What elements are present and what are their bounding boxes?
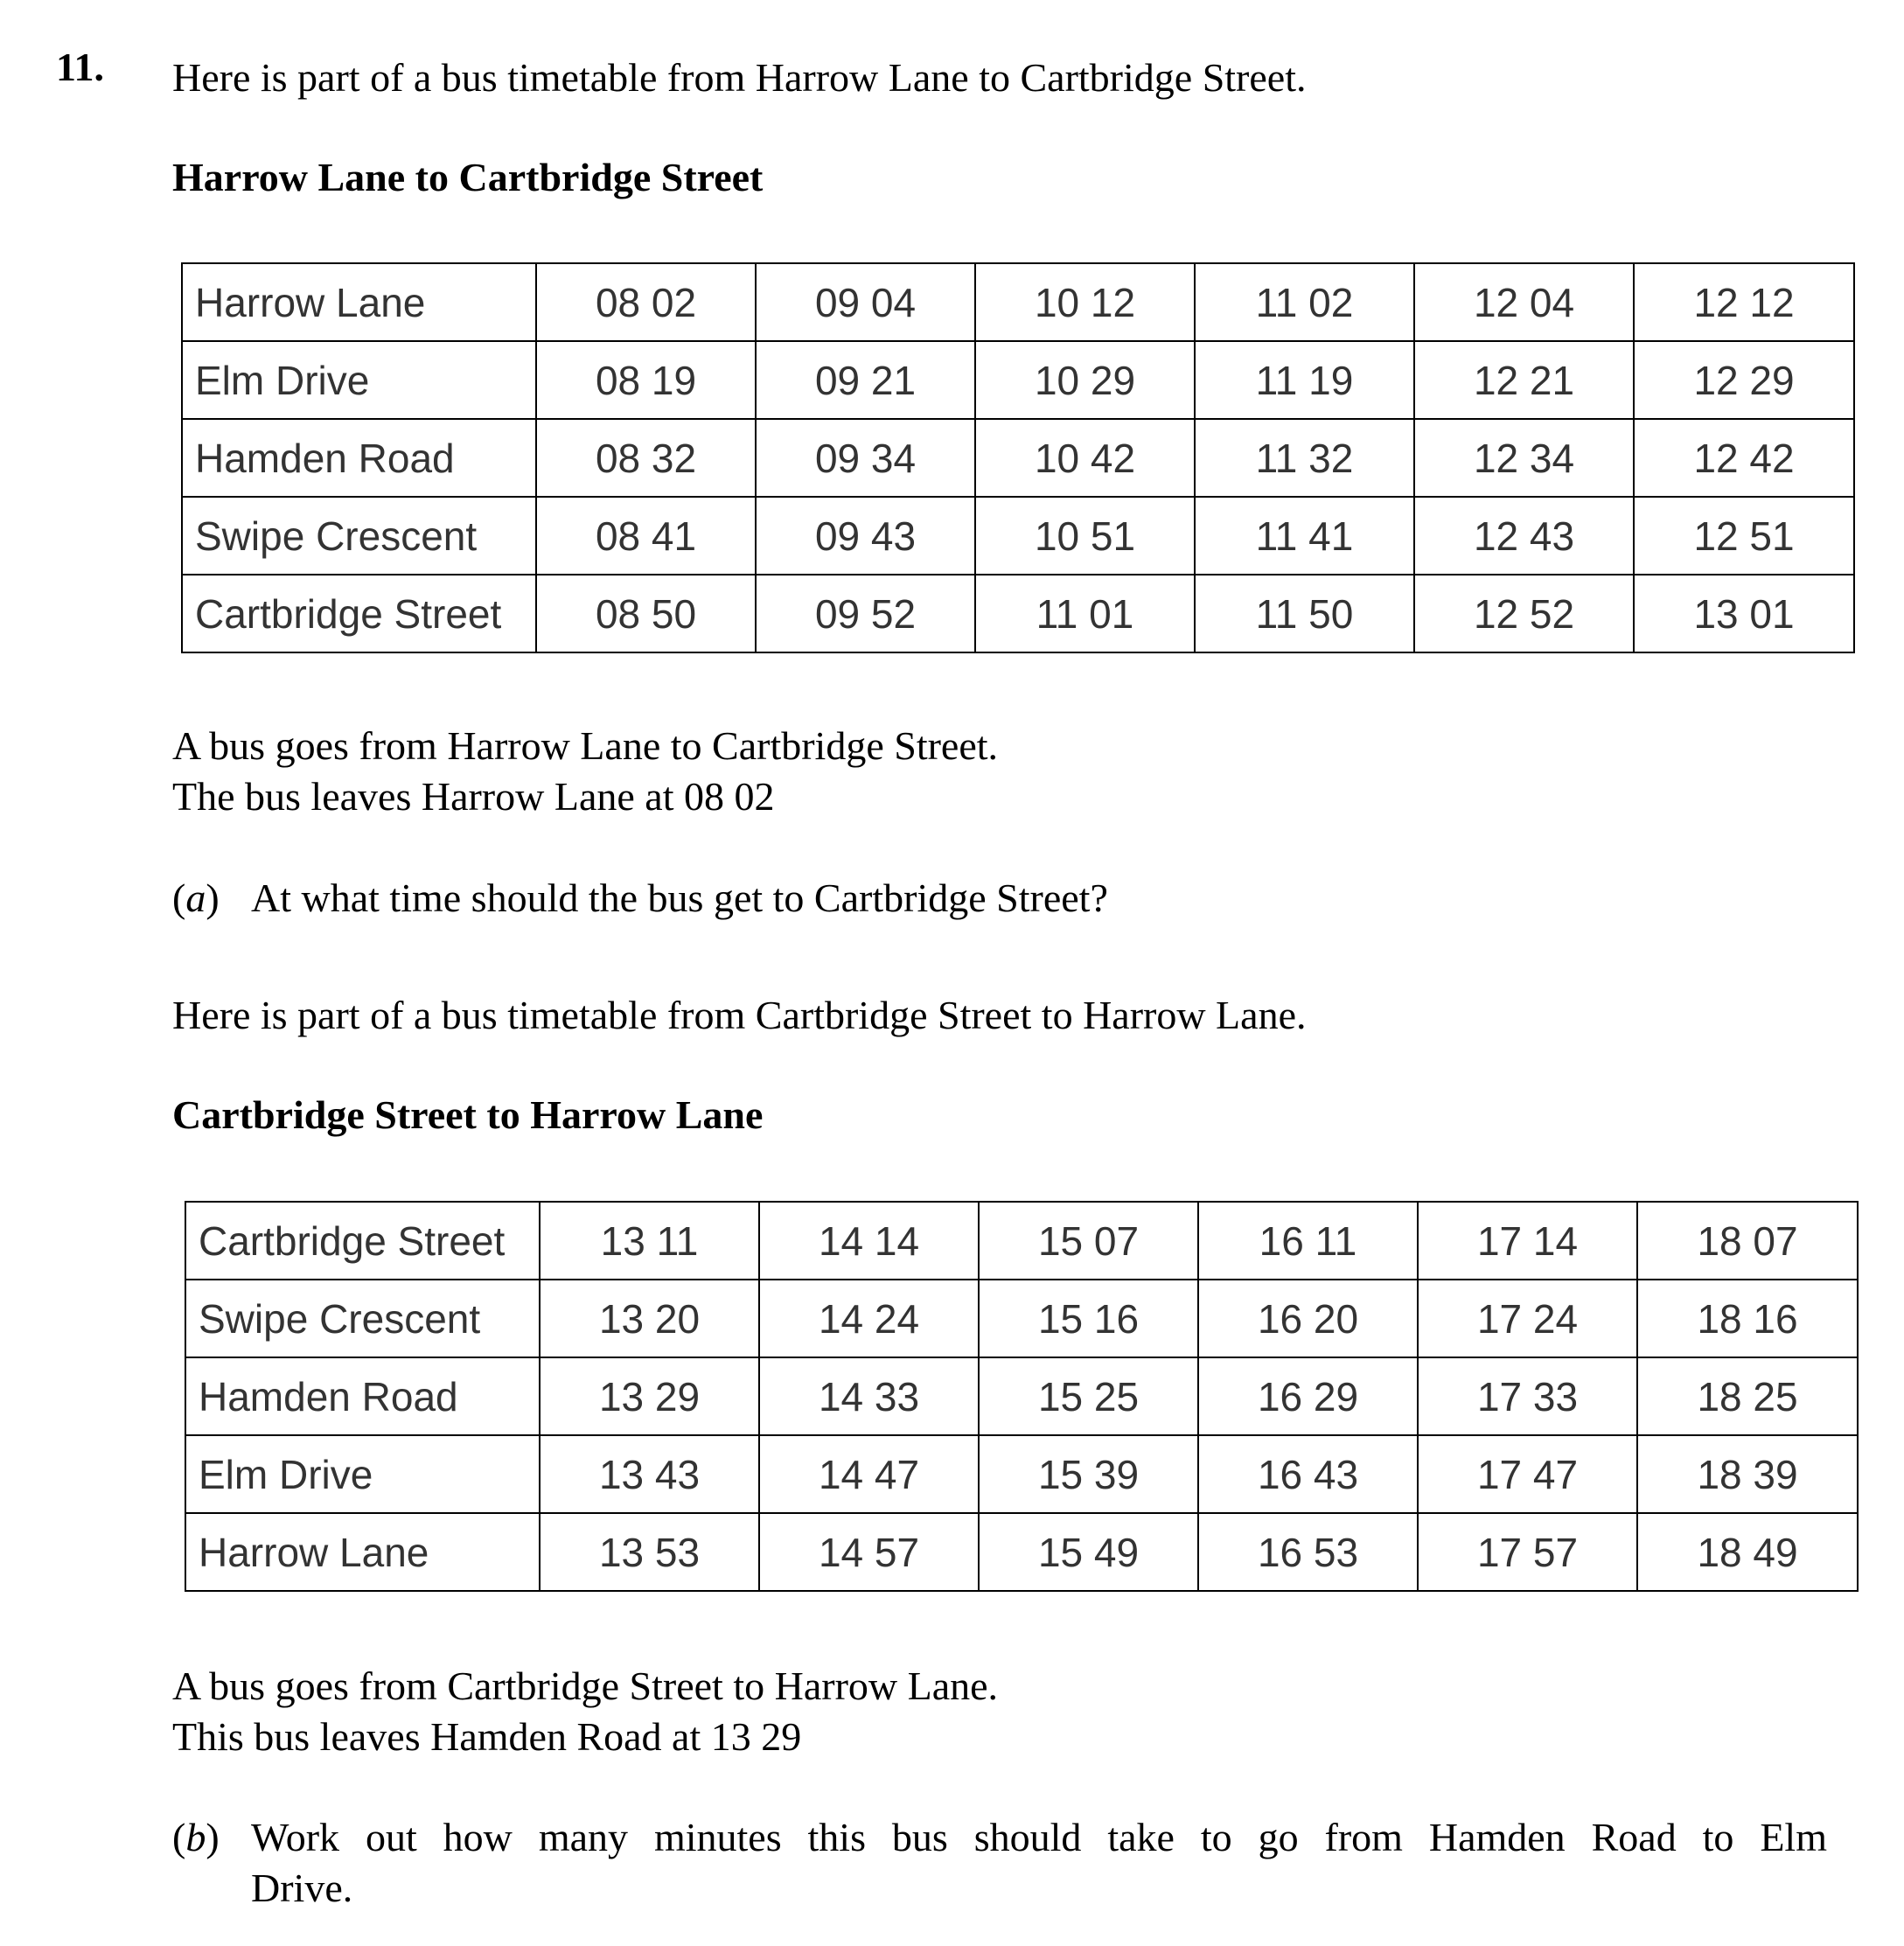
time-cell: 18 25 xyxy=(1637,1357,1858,1435)
time-cell: 15 25 xyxy=(979,1357,1198,1435)
time-cell: 13 11 xyxy=(540,1202,759,1280)
time-cell: 08 32 xyxy=(536,419,756,497)
stop-name-cell: Cartbridge Street xyxy=(182,575,536,652)
time-cell: 09 21 xyxy=(756,341,975,419)
timetable-1-title: Harrow Lane to Cartbridge Street xyxy=(172,155,764,199)
timetable-harrow-to-cartbridge xyxy=(181,262,1855,653)
time-cell: 18 16 xyxy=(1637,1280,1858,1357)
timetable-row xyxy=(182,419,1854,497)
time-cell: 14 47 xyxy=(759,1435,979,1513)
time-cell: 09 52 xyxy=(756,575,975,652)
timetable-row xyxy=(182,263,1854,341)
time-cell: 09 34 xyxy=(756,419,975,497)
timetable-row xyxy=(182,575,1854,652)
part-a-letter: a xyxy=(185,875,206,920)
time-cell: 10 12 xyxy=(975,263,1195,341)
stop-name-cell: Hamden Road xyxy=(185,1357,540,1435)
info-2-line-1: A bus goes from Cartbridge Street to Harrow Lane. xyxy=(172,1664,999,1708)
time-cell: 09 04 xyxy=(756,263,975,341)
time-cell: 17 33 xyxy=(1418,1357,1637,1435)
info-1-line-1: A bus goes from Harrow Lane to Cartbridge Street. xyxy=(172,723,999,768)
timetable-row xyxy=(185,1357,1858,1435)
stop-name-cell: Swipe Crescent xyxy=(182,497,536,575)
time-cell: 16 11 xyxy=(1198,1202,1418,1280)
part-a-label: (a) xyxy=(172,875,220,920)
timetable-2-title: Cartbridge Street to Harrow Lane xyxy=(172,1092,764,1137)
info-1-line-2: The bus leaves Harrow Lane at 08 02 xyxy=(172,774,775,819)
timetable-row xyxy=(182,497,1854,575)
time-cell: 12 42 xyxy=(1634,419,1854,497)
time-cell: 17 57 xyxy=(1418,1513,1637,1591)
stop-name-cell: Swipe Crescent xyxy=(185,1280,540,1357)
time-cell: 17 47 xyxy=(1418,1435,1637,1513)
timetable-row xyxy=(185,1280,1858,1357)
time-cell: 15 39 xyxy=(979,1435,1198,1513)
time-cell: 16 53 xyxy=(1198,1513,1418,1591)
time-cell: 18 39 xyxy=(1637,1435,1858,1513)
time-cell: 08 02 xyxy=(536,263,756,341)
question-number: 11. xyxy=(56,45,104,89)
time-cell: 15 49 xyxy=(979,1513,1198,1591)
time-cell: 14 14 xyxy=(759,1202,979,1280)
part-a-question: At what time should the bus get to Cartbridge Street? xyxy=(251,875,1108,920)
time-cell: 17 24 xyxy=(1418,1280,1637,1357)
stop-name-cell: Elm Drive xyxy=(185,1435,540,1513)
timetable-cartbridge-to-harrow xyxy=(185,1201,1859,1592)
timetable-row xyxy=(185,1513,1858,1591)
time-cell: 11 19 xyxy=(1195,341,1414,419)
time-cell: 12 51 xyxy=(1634,497,1854,575)
time-cell: 10 29 xyxy=(975,341,1195,419)
part-b-label: (b) xyxy=(172,1815,220,1859)
info-2-line-2: This bus leaves Hamden Road at 13 29 xyxy=(172,1714,802,1759)
stop-name-cell: Elm Drive xyxy=(182,341,536,419)
time-cell: 14 57 xyxy=(759,1513,979,1591)
time-cell: 11 01 xyxy=(975,575,1195,652)
time-cell: 13 53 xyxy=(540,1513,759,1591)
stop-name-cell: Harrow Lane xyxy=(182,263,536,341)
time-cell: 12 21 xyxy=(1414,341,1634,419)
time-cell: 13 20 xyxy=(540,1280,759,1357)
time-cell: 13 29 xyxy=(540,1357,759,1435)
part-b-question-line-1: Work out how many minutes this bus should take to go from Hamden Road to Elm xyxy=(251,1815,1827,1859)
time-cell: 13 01 xyxy=(1634,575,1854,652)
time-cell: 08 41 xyxy=(536,497,756,575)
timetable-row xyxy=(185,1202,1858,1280)
time-cell: 09 43 xyxy=(756,497,975,575)
time-cell: 12 12 xyxy=(1634,263,1854,341)
part-b-letter: b xyxy=(185,1815,206,1859)
time-cell: 11 50 xyxy=(1195,575,1414,652)
stop-name-cell: Harrow Lane xyxy=(185,1513,540,1591)
time-cell: 18 49 xyxy=(1637,1513,1858,1591)
time-cell: 16 20 xyxy=(1198,1280,1418,1357)
time-cell: 13 43 xyxy=(540,1435,759,1513)
time-cell: 11 32 xyxy=(1195,419,1414,497)
timetable-row xyxy=(182,341,1854,419)
time-cell: 11 02 xyxy=(1195,263,1414,341)
time-cell: 15 07 xyxy=(979,1202,1198,1280)
time-cell: 16 43 xyxy=(1198,1435,1418,1513)
time-cell: 08 19 xyxy=(536,341,756,419)
time-cell: 10 42 xyxy=(975,419,1195,497)
time-cell: 15 16 xyxy=(979,1280,1198,1357)
intro-text-2: Here is part of a bus timetable from Cartbridge Street to Harrow Lane. xyxy=(172,993,1307,1037)
intro-text-1: Here is part of a bus timetable from Harrow Lane to Cartbridge Street. xyxy=(172,55,1307,100)
time-cell: 08 50 xyxy=(536,575,756,652)
timetable-row xyxy=(185,1435,1858,1513)
time-cell: 14 24 xyxy=(759,1280,979,1357)
part-b-question-line-2: Drive. xyxy=(251,1866,353,1910)
time-cell: 16 29 xyxy=(1198,1357,1418,1435)
time-cell: 14 33 xyxy=(759,1357,979,1435)
time-cell: 12 34 xyxy=(1414,419,1634,497)
time-cell: 18 07 xyxy=(1637,1202,1858,1280)
time-cell: 17 14 xyxy=(1418,1202,1637,1280)
stop-name-cell: Hamden Road xyxy=(182,419,536,497)
time-cell: 12 43 xyxy=(1414,497,1634,575)
time-cell: 10 51 xyxy=(975,497,1195,575)
stop-name-cell: Cartbridge Street xyxy=(185,1202,540,1280)
time-cell: 11 41 xyxy=(1195,497,1414,575)
time-cell: 12 52 xyxy=(1414,575,1634,652)
time-cell: 12 04 xyxy=(1414,263,1634,341)
time-cell: 12 29 xyxy=(1634,341,1854,419)
